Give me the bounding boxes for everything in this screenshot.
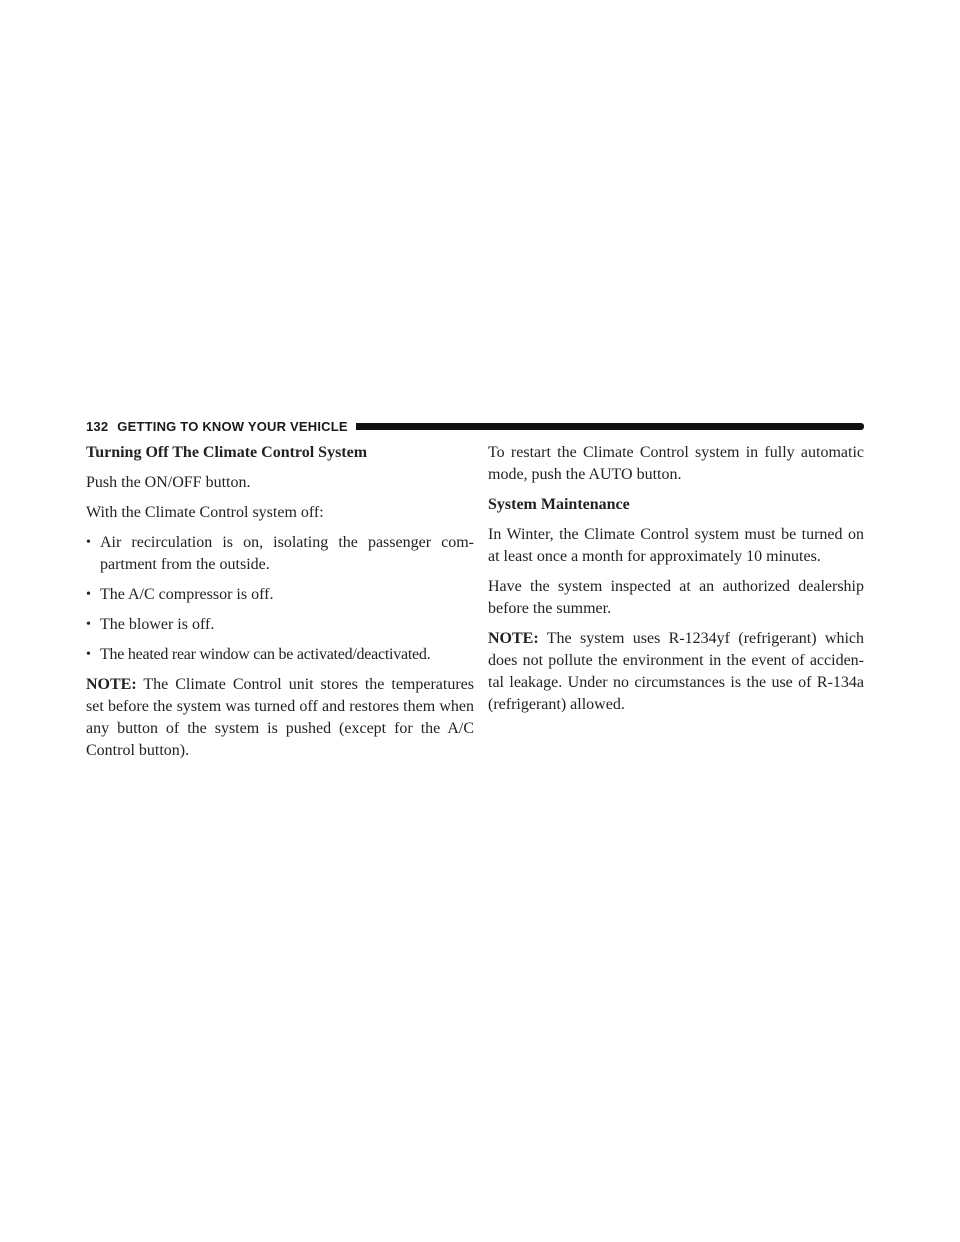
paragraph-inspection: Have the system inspected at an authorized dealership before the summer. [488,578,864,617]
paragraph-system-off: With the Climate Control system off: [86,504,324,521]
bullet-icon: • [86,647,91,662]
note-label: NOTE: [488,630,539,647]
note-paragraph [86,674,474,762]
paragraph-push-onoff: Push the ON/OFF button. [86,474,251,491]
page-number: 132 [86,419,109,434]
list-item-text: The A/C compressor is off. [100,586,274,603]
section-title: GETTING TO KNOW YOUR VEHICLE [117,419,348,434]
paragraph-restart: To restart the Climate Control system in fully automatic mode, push the AUTO button. [488,444,864,483]
note-text: The system uses R-1234yf (refrigerant) which does not pollute the environment in the event of acciden-tal leakage. Under no circumstances is the use of R-134a (refrigerant) allowed. [488,630,864,713]
list-item-text: The blower is off. [100,616,215,633]
list-item [86,644,474,666]
section-heading-maintenance: System Maintenance [488,496,630,513]
list-item [86,532,474,576]
bullet-list [86,532,474,666]
page-header [86,418,864,435]
list-item [86,614,474,636]
note-text: The Climate Control unit stores the temperatures set before the system was turned off and restores them when any button of the system is pushed (except for the A/C Control button). [86,676,474,759]
section-heading-turning-off: Turning Off The Climate Control System [86,444,368,461]
right-column [488,442,864,724]
bullet-icon: • [86,587,91,602]
header-rule [356,423,864,430]
note-label: NOTE: [86,676,137,693]
note-paragraph [488,628,864,716]
list-item [86,584,474,606]
paragraph-winter: In Winter, the Climate Control system must be turned on at least once a month for approximately 10 minutes. [488,526,864,565]
list-item-text: The heated rear window can be activated/deactivated. [100,646,431,663]
left-column [86,442,474,770]
bullet-icon: • [86,617,91,632]
bullet-icon: • [86,535,91,550]
list-item-text: Air recirculation is on, isolating the passenger com-partment from the outside. [100,534,474,573]
